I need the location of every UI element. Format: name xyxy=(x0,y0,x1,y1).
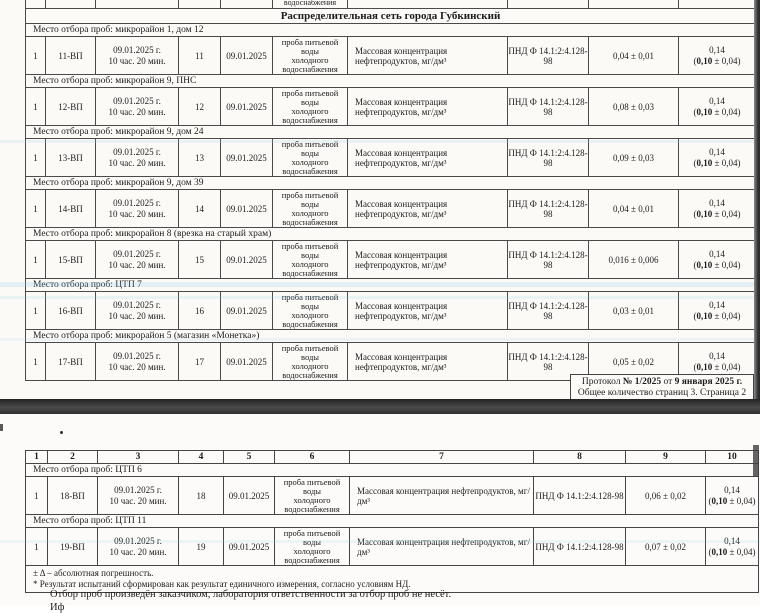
norm-detail-open: ( xyxy=(693,310,697,321)
sample-location-label: Место отбора проб: микрорайон 8 (врезка на старый храм) xyxy=(26,228,756,241)
sample-type-line: проба питьевой xyxy=(281,342,339,353)
norm-detail xyxy=(679,209,755,220)
clipped-cell xyxy=(679,0,756,9)
sampling-date: 09.01.2025 г. xyxy=(114,485,162,495)
cell-sample-code: 18-ВП xyxy=(48,477,98,515)
sample-type-line: проба питьевой xyxy=(281,189,339,200)
clipped-bottom-line: Иф xyxy=(50,602,65,613)
cell-sample-code: 13-ВП xyxy=(46,139,96,177)
cell-indicator: Массовая концентрация нефтепродуктов, мг/дм³ xyxy=(348,343,508,381)
cell-row-number: 1 xyxy=(26,292,46,330)
sample-type-line: воды xyxy=(301,96,319,107)
norm-detail-open: ( xyxy=(708,495,712,506)
cell-sample-code: 15-ВП xyxy=(46,241,96,279)
sampling-disclaimer: Отбор проб произведён заказчиком, лаборатория ответственности за отбор проб не несёт. xyxy=(50,589,452,600)
page-edge-shadow xyxy=(754,0,760,399)
cell-indicator: Массовая концентрация нефтепродуктов, мг/дм³ xyxy=(348,88,508,126)
sample-type-line: водоснабжения xyxy=(284,554,340,565)
sample-type-line: водоснабжения xyxy=(282,267,338,278)
cell-sampling-datetime xyxy=(98,477,179,515)
norm-detail-bold: 0,10 xyxy=(696,361,713,372)
sample-location-label: Место отбора проб: микрорайон 9, ПНС xyxy=(26,75,756,88)
cell-registration-number: 17 xyxy=(179,343,221,381)
cell-result: 0,08 ± 0,03 xyxy=(589,88,679,126)
sampling-date: 09.01.2025 г. xyxy=(113,96,161,106)
cell-sample-code: 12-ВП xyxy=(46,88,96,126)
norm-detail-rest: ± 0,04) xyxy=(712,259,741,270)
cell-row-number: 1 xyxy=(26,37,46,75)
region-header-row xyxy=(26,9,756,24)
cell-norm xyxy=(706,528,759,566)
sample-location-row xyxy=(26,464,759,477)
cell-sample-type xyxy=(273,292,348,330)
page-2 xyxy=(0,414,760,613)
sample-location-row xyxy=(26,126,756,139)
norm-detail-rest: ± 0,04) xyxy=(712,310,741,321)
cell-method: ПНД Ф 14.1:2:4.128-98 xyxy=(534,528,626,566)
sample-type-line: воды xyxy=(301,198,319,209)
protocol-from: от xyxy=(661,377,675,387)
norm-detail-open: ( xyxy=(708,546,712,557)
cell-test-date: 09.01.2025 xyxy=(221,190,273,228)
table-row xyxy=(26,528,759,566)
cell-indicator: Массовая концентрация нефтепродуктов, мг/дм³ xyxy=(348,190,508,228)
sample-type-line: водоснабжения xyxy=(284,503,340,514)
sample-location-row xyxy=(26,24,756,37)
norm-value: 0,14 xyxy=(724,485,740,495)
sampling-time: 10 час. 20 мин. xyxy=(108,55,166,66)
table-row xyxy=(26,88,756,126)
norm-detail-bold: 0,10 xyxy=(696,157,713,168)
sample-location-row xyxy=(26,330,756,343)
sample-type-line: воды xyxy=(301,45,319,56)
cell-method: ПНД Ф 14.1:2:4.128-98 xyxy=(534,477,626,515)
cell-row-number: 1 xyxy=(26,190,46,228)
sample-type-line: воды xyxy=(303,485,321,496)
cell-sample-type xyxy=(273,343,348,381)
cell-sample-type xyxy=(275,528,350,566)
page-separator-band xyxy=(0,399,760,414)
page-edge-mark xyxy=(753,445,759,477)
sample-type-line: холодного xyxy=(293,494,331,505)
sampling-time: 10 час. 20 мин. xyxy=(108,157,166,168)
cell-registration-number: 16 xyxy=(179,292,221,330)
cell-sampling-datetime xyxy=(96,292,179,330)
cell-sample-type xyxy=(273,88,348,126)
clipped-cell xyxy=(46,0,96,9)
norm-detail xyxy=(679,56,755,67)
cell-result: 0,09 ± 0,03 xyxy=(589,139,679,177)
cell-sampling-datetime xyxy=(96,139,179,177)
norm-value: 0,14 xyxy=(709,96,725,106)
cell-row-number: 1 xyxy=(26,241,46,279)
cell-result: 0,04 ± 0,01 xyxy=(589,37,679,75)
page-count-line: Общее количество страниц 3. Страница 2 xyxy=(577,388,747,398)
norm-detail xyxy=(679,158,755,169)
column-number: 8 xyxy=(534,451,626,464)
sample-type-line: холодного xyxy=(291,207,329,218)
cell-sampling-datetime xyxy=(96,88,179,126)
sampling-time: 10 час. 20 мин. xyxy=(108,106,166,117)
cell-norm xyxy=(679,241,756,279)
cell-indicator: Массовая концентрация нефтепродуктов, мг/дм³ xyxy=(350,477,534,515)
scan-dash-artifact xyxy=(0,424,3,431)
sampling-date: 09.01.2025 г. xyxy=(114,536,162,546)
cell-registration-number: 19 xyxy=(179,528,224,566)
clipped-text: водоснабжения xyxy=(283,0,337,7)
sample-type-line: водоснабжения xyxy=(282,63,338,74)
sample-type-line: проба питьевой xyxy=(281,87,339,98)
cell-sample-type xyxy=(273,241,348,279)
sample-type-line: холодного xyxy=(291,309,329,320)
cell-test-date: 09.01.2025 xyxy=(221,88,273,126)
clipped-cell xyxy=(589,0,679,9)
norm-detail-bold: 0,10 xyxy=(711,495,728,506)
clipped-cell xyxy=(221,0,273,9)
cell-indicator: Массовая концентрация нефтепродуктов, мг/дм³ xyxy=(348,37,508,75)
sampling-time: 10 час. 20 мин. xyxy=(108,361,166,372)
cell-registration-number: 12 xyxy=(179,88,221,126)
cell-test-date: 09.01.2025 xyxy=(224,477,275,515)
cell-row-number: 1 xyxy=(26,477,48,515)
norm-detail-rest: ± 0,04) xyxy=(727,546,756,557)
protocol-date: 9 января 2025 г. xyxy=(674,377,743,387)
sample-type-line: холодного xyxy=(291,258,329,269)
cell-result: 0,05 ± 0,02 xyxy=(589,343,679,381)
cell-sample-type xyxy=(275,477,350,515)
sample-type-line: воды xyxy=(301,249,319,260)
results-table-page1 xyxy=(25,0,756,381)
norm-value: 0,14 xyxy=(709,300,725,310)
cell-method: ПНД Ф 14.1:2:4.128-98 xyxy=(508,88,589,126)
sampling-date: 09.01.2025 г. xyxy=(113,300,161,310)
norm-detail-bold: 0,10 xyxy=(696,106,713,117)
cell-row-number: 1 xyxy=(26,343,46,381)
cell-indicator: Массовая концентрация нефтепродуктов, мг/дм³ xyxy=(348,292,508,330)
cell-method: ПНД Ф 14.1:2:4.128-98 xyxy=(508,343,589,381)
norm-detail xyxy=(679,362,755,373)
sample-location-label: Место отбора проб: микрорайон 9, дом 24 xyxy=(26,126,756,139)
norm-value: 0,14 xyxy=(709,147,725,157)
protocol-stamp-box xyxy=(570,374,754,402)
norm-detail-bold: 0,10 xyxy=(696,208,713,219)
sampling-time: 10 час. 20 мин. xyxy=(109,495,167,506)
cell-sampling-datetime xyxy=(96,343,179,381)
sample-type-line: холодного xyxy=(291,54,329,65)
cell-sampling-datetime xyxy=(98,528,179,566)
cell-test-date: 09.01.2025 xyxy=(221,343,273,381)
cell-norm xyxy=(679,190,756,228)
sample-location-row xyxy=(26,75,756,88)
column-number: 10 xyxy=(706,451,759,464)
sampling-date: 09.01.2025 г. xyxy=(113,45,161,55)
cell-sample-code: 11-ВП xyxy=(46,37,96,75)
cell-registration-number: 15 xyxy=(179,241,221,279)
sample-type-line: проба питьевой xyxy=(283,476,341,487)
cell-sample-type xyxy=(273,139,348,177)
cell-registration-number: 14 xyxy=(179,190,221,228)
column-numbers-row xyxy=(26,451,759,464)
cell-registration-number: 18 xyxy=(179,477,224,515)
cell-sample-type xyxy=(273,190,348,228)
cell-indicator: Массовая концентрация нефтепродуктов, мг/дм³ xyxy=(348,241,508,279)
column-number: 9 xyxy=(626,451,706,464)
norm-value: 0,14 xyxy=(724,536,740,546)
sample-location-label: Место отбора проб: микрорайон 5 (магазин «Монетка») xyxy=(26,330,756,343)
table-row xyxy=(26,477,759,515)
sample-type-line: холодного xyxy=(291,105,329,116)
column-number: 2 xyxy=(48,451,98,464)
cell-test-date: 09.01.2025 xyxy=(221,139,273,177)
cell-norm xyxy=(679,88,756,126)
norm-detail-rest: ± 0,04) xyxy=(727,495,756,506)
cell-test-date: 09.01.2025 xyxy=(221,37,273,75)
norm-detail-bold: 0,10 xyxy=(696,310,713,321)
norm-value: 0,14 xyxy=(709,198,725,208)
sampling-time: 10 час. 20 мин. xyxy=(108,208,166,219)
norm-detail xyxy=(679,260,755,271)
norm-value: 0,14 xyxy=(709,45,725,55)
sampling-date: 09.01.2025 г. xyxy=(113,198,161,208)
sampling-date: 09.01.2025 г. xyxy=(113,147,161,157)
cell-norm xyxy=(679,139,756,177)
cell-row-number: 1 xyxy=(26,88,46,126)
cell-method: ПНД Ф 14.1:2:4.128-98 xyxy=(508,37,589,75)
sampling-time: 10 час. 20 мин. xyxy=(108,310,166,321)
sample-type-line: водоснабжения xyxy=(282,369,338,380)
cell-sampling-datetime xyxy=(96,241,179,279)
sample-location-label: Место отбора проб: микрорайон 9, дом 39 xyxy=(26,177,756,190)
cell-row-number: 1 xyxy=(26,528,48,566)
norm-detail-rest: ± 0,04) xyxy=(712,361,741,372)
cell-sample-code: 17-ВП xyxy=(46,343,96,381)
clipped-cell xyxy=(96,0,179,9)
norm-detail xyxy=(706,547,758,558)
sample-location-label: Место отбора проб: ЦТП 6 xyxy=(26,464,759,477)
column-number: 3 xyxy=(98,451,179,464)
cell-sample-code: 14-ВП xyxy=(46,190,96,228)
norm-detail-rest: ± 0,04) xyxy=(712,55,741,66)
sample-type-line: водоснабжения xyxy=(282,165,338,176)
results-table-page2 xyxy=(25,450,759,593)
region-header: Распределительная сеть города Губкинский xyxy=(26,9,756,24)
norm-detail-open: ( xyxy=(693,208,697,219)
table-row xyxy=(26,292,756,330)
norm-value: 0,14 xyxy=(709,249,725,259)
note-single-measurement: * Результат испытаний сформирован как результат единичного измерения, согласно условиям НД. xyxy=(33,579,411,589)
table-row xyxy=(26,241,756,279)
sampling-date: 09.01.2025 г. xyxy=(113,249,161,259)
cell-test-date: 09.01.2025 xyxy=(224,528,275,566)
sample-type-line: холодного xyxy=(291,156,329,167)
scan-dot-artifact xyxy=(60,431,63,434)
cell-indicator: Массовая концентрация нефтепродуктов, мг/дм³ xyxy=(350,528,534,566)
table-row xyxy=(26,190,756,228)
norm-detail-open: ( xyxy=(693,106,697,117)
cell-result: 0,06 ± 0,02 xyxy=(626,477,706,515)
cell-sampling-datetime xyxy=(96,37,179,75)
cell-result: 0,04 ± 0,01 xyxy=(589,190,679,228)
table-row xyxy=(26,37,756,75)
cell-sample-code: 16-ВП xyxy=(46,292,96,330)
norm-value: 0,14 xyxy=(709,351,725,361)
cell-method: ПНД Ф 14.1:2:4.128-98 xyxy=(508,292,589,330)
cell-registration-number: 11 xyxy=(179,37,221,75)
sample-location-label: Место отбора проб: ЦТП 7 xyxy=(26,279,756,292)
protocol-word: Протокол xyxy=(581,377,623,387)
clipped-previous-row xyxy=(26,0,756,9)
sample-type-line: водоснабжения xyxy=(282,114,338,125)
sample-type-line: проба питьевой xyxy=(281,240,339,251)
sample-type-line: проба питьевой xyxy=(283,527,341,538)
cell-registration-number: 13 xyxy=(179,139,221,177)
clipped-cell xyxy=(273,0,348,9)
sample-location-row xyxy=(26,177,756,190)
cell-norm xyxy=(706,477,759,515)
norm-detail-open: ( xyxy=(693,259,697,270)
sample-type-line: водоснабжения xyxy=(282,318,338,329)
sample-location-label: Место отбора проб: микрорайон 1, дом 12 xyxy=(26,24,756,37)
protocol-number: № 1/2025 xyxy=(622,377,662,387)
sampling-time: 10 час. 20 мин. xyxy=(108,259,166,270)
cell-method: ПНД Ф 14.1:2:4.128-98 xyxy=(508,139,589,177)
norm-detail-bold: 0,10 xyxy=(696,55,713,66)
cell-sampling-datetime xyxy=(96,190,179,228)
norm-detail-rest: ± 0,04) xyxy=(712,106,741,117)
cell-result: 0,03 ± 0,01 xyxy=(589,292,679,330)
clipped-cell xyxy=(348,0,508,9)
sample-type-line: воды xyxy=(303,536,321,547)
sample-type-line: холодного xyxy=(291,360,329,371)
norm-detail xyxy=(679,107,755,118)
protocol-number-line xyxy=(574,377,750,388)
norm-detail-rest: ± 0,04) xyxy=(712,208,741,219)
sampling-time: 10 час. 20 мин. xyxy=(109,546,167,557)
table-row xyxy=(26,139,756,177)
sample-type-line: воды xyxy=(301,147,319,158)
norm-detail xyxy=(679,311,755,322)
cell-norm xyxy=(679,37,756,75)
sample-type-line: проба питьевой xyxy=(281,36,339,47)
column-number: 5 xyxy=(224,451,275,464)
norm-detail-rest: ± 0,04) xyxy=(712,157,741,168)
norm-detail xyxy=(706,496,758,507)
cell-sample-code: 19-ВП xyxy=(48,528,98,566)
cell-method: ПНД Ф 14.1:2:4.128-98 xyxy=(508,241,589,279)
norm-detail-bold: 0,10 xyxy=(711,546,728,557)
sample-location-label: Место отбора проб: ЦТП 11 xyxy=(26,515,759,528)
cell-norm xyxy=(679,292,756,330)
column-number: 1 xyxy=(26,451,48,464)
sample-type-line: проба питьевой xyxy=(281,291,339,302)
cell-method: ПНД Ф 14.1:2:4.128-98 xyxy=(508,190,589,228)
clipped-cell xyxy=(26,0,46,9)
norm-detail-open: ( xyxy=(693,157,697,168)
sample-location-row xyxy=(26,228,756,241)
note-absolute-error: ± Δ – абсолютная погрешность. xyxy=(33,568,154,578)
cell-result: 0,016 ± 0,006 xyxy=(589,241,679,279)
cell-test-date: 09.01.2025 xyxy=(221,241,273,279)
cell-result: 0,07 ± 0,02 xyxy=(626,528,706,566)
sample-location-row xyxy=(26,515,759,528)
column-number: 7 xyxy=(350,451,534,464)
cell-test-date: 09.01.2025 xyxy=(221,292,273,330)
sample-type-line: холодного xyxy=(293,545,331,556)
sample-type-line: воды xyxy=(301,351,319,362)
cell-indicator: Массовая концентрация нефтепродуктов, мг/дм³ xyxy=(348,139,508,177)
sample-type-line: воды xyxy=(301,300,319,311)
norm-detail-open: ( xyxy=(693,361,697,372)
sampling-date: 09.01.2025 г. xyxy=(113,351,161,361)
norm-detail-bold: 0,10 xyxy=(696,259,713,270)
cell-sample-type xyxy=(273,37,348,75)
cell-row-number: 1 xyxy=(26,139,46,177)
sample-type-line: водоснабжения xyxy=(282,216,338,227)
clipped-cell xyxy=(508,0,589,9)
clipped-cell xyxy=(179,0,221,9)
norm-detail-open: ( xyxy=(693,55,697,66)
column-number: 4 xyxy=(179,451,224,464)
sample-location-row xyxy=(26,279,756,292)
column-number: 6 xyxy=(275,451,350,464)
sample-type-line: проба питьевой xyxy=(281,138,339,149)
